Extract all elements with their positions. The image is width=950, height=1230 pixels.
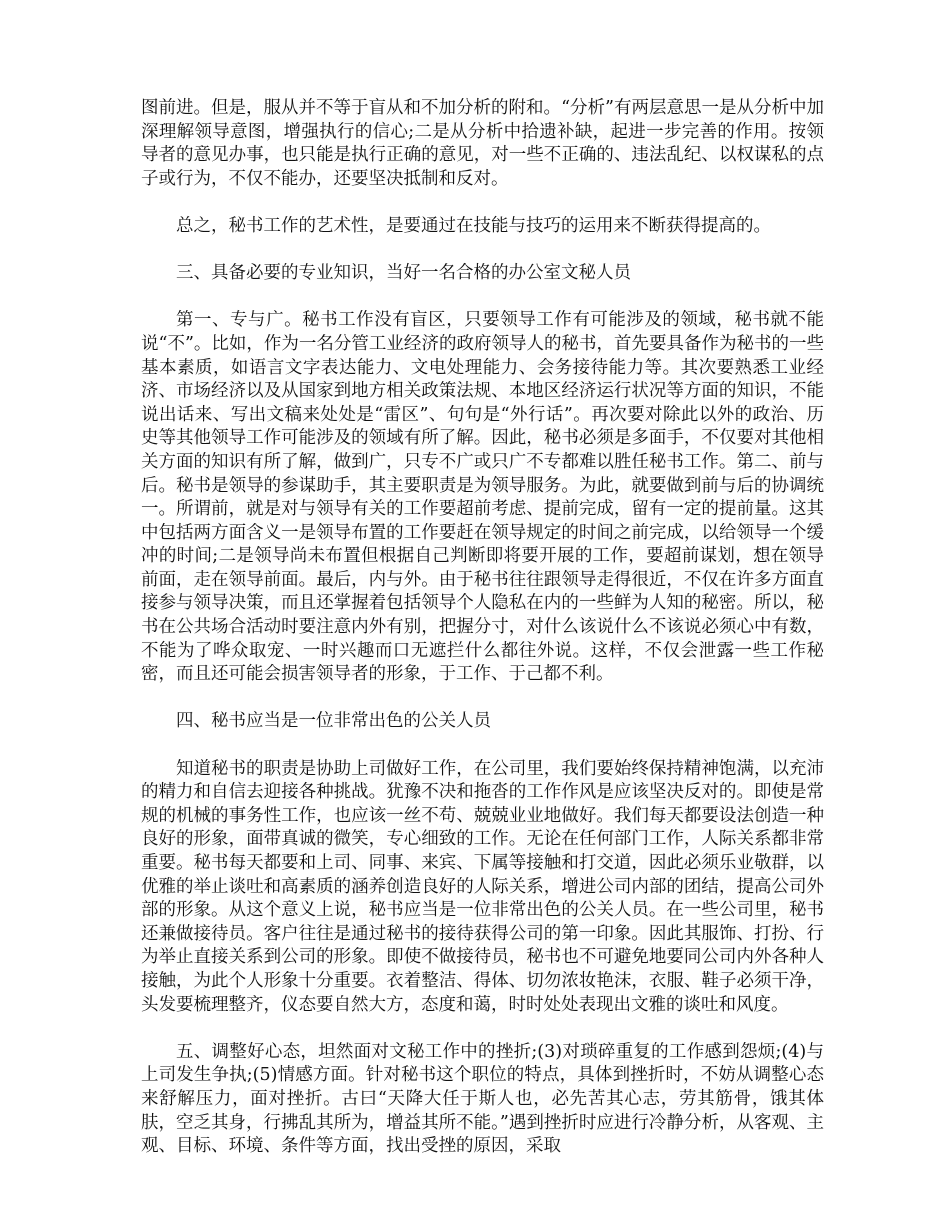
section-heading-3: 三、具备必要的专业知识，当好一名合格的办公室文秘人员: [176, 263, 631, 284]
paragraph-section-5-body: 五、调整好心态，坦然面对文秘工作中的挫折;(3)对琐碎重复的工作感到怨烦;(4)与上司发生争执;(5)情感方面。针对秘书这个职位的特点，具体到挫折时，不妨从调整心态来舒解压力，面对挫折。古曰“天降大任于斯人也，必先苦其心志，劳其筋骨，饿其体肤，空乏其身，行拂乱其所为，增益其所不能。”遇到挫折时应进行冷静分析，从客观、主观、目标、环境、条件等方面，找出受挫的原因，采取: [141, 1041, 824, 1157]
paragraph-section-4-body: 知道秘书的职责是协助上司做好工作，在公司里，我们要始终保持精神饱满，以充沛的精力和自信去迎接各种挑战。犹豫不决和拖沓的工作作风是应该坚决反对的。即使是常规的机械的事务性工作，也应该一丝不苟、兢兢业业地做好。我们每天都要设法创造一种良好的形象，面带真诚的微笑，专心细致的工作。无论在任何部门工作，人际关系都非常重要。秘书每天都要和上司、同事、来宾、下属等接触和打交道，因此必须乐业敬群，以优雅的举止谈吐和高素质的涵养创造良好的人际关系，增进公司内部的团结，提高公司外部的形象。从这个意义上说，秘书应当是一位非常出色的公关人员。在一些公司里，秘书还兼做接待员。客户往往是通过秘书的接待获得公司的第一印象。因此其服饰、打扮、行为举止直接关系到公司的形象。即使不做接待员，秘书也不可避免地要同公司内外各种人接触，为此个人形象十分重要。衣着整洁、得体、切勿浓妆艳沫，衣服、鞋子必须干净，头发要梳理整齐，仪态要自然大方，态度和蔼，时时处处表现出文雅的谈吐和风度。: [141, 758, 824, 1015]
paragraph-intro-continuation: 图前进。但是，服从并不等于盲从和不加分析的附和。“分析”有两层意思一是从分析中加深理解领导意图，增强执行的信心;二是从分析中拾遗补缺，起进一步完善的作用。按领导者的意见办事，也只能是执行正确的意见，对一些不正确的、违法乱纪、以权谋私的点子或行为，不仅不能办，还要坚决抵制和反对。: [141, 98, 824, 189]
paragraph-summary: 总之，秘书工作的艺术性，是要通过在技能与技巧的运用来不断获得提高的。: [176, 215, 771, 236]
paragraph-section-3-body: 第一、专与广。秘书工作没有盲区，只要领导工作有可能涉及的领域，秘书就不能说“不”。比如，作为一名分管工业经济的政府领导人的秘书，首先要具备作为秘书的一些基本素质，如语言文字表达能力、文电处理能力、会务接待能力等。其次要熟悉工业经济、市场经济以及从国家到地方相关政策法规、本地区经济运行状况等方面的知识，不能说出话来、写出文稿来处处是“雷区”、句句是“外行话”。再次要对除此以外的政治、历史等其他领导工作可能涉及的领域有所了解。因此，秘书必须是多面手，不仅要对其他相关方面的知识有所了解，做到广，只专不广或只广不专都难以胜任秘书工作。第二、前与后。秘书是领导的参谋助手，其主要职责是为领导服务。为此，就要做到前与后的协调统一。所谓前，就是对与领导有关的工作要超前考虑、提前完成，留有一定的提前量。这其中包括两方面含义一是领导布置的工作要赶在领导规定的时间之前完成，以给领导一个缓冲的时间;二是领导尚未布置但根据自己判断即将要开展的工作，要超前谋划，想在领导前面，走在领导前面。最后，内与外。由于秘书往往跟领导走得很近，不仅在许多方面直接参与领导决策，而且还掌握着包括领导个人隐私在内的一些鲜为人知的秘密。所以，秘书在公共场合活动时要注意内外有别，把握分寸，对什么该说什么不该说必须心中有数，不能为了哗众取宠、一时兴趣而口无遮拦什么都往外说。这样，不仅会泄露一些工作秘密，而且还可能会损害领导者的形象，于工作、于己都不利。: [141, 310, 824, 685]
document-body: [141, 97, 824, 1159]
section-heading-4: 四、秘书应当是一位非常出色的公关人员: [176, 711, 491, 732]
